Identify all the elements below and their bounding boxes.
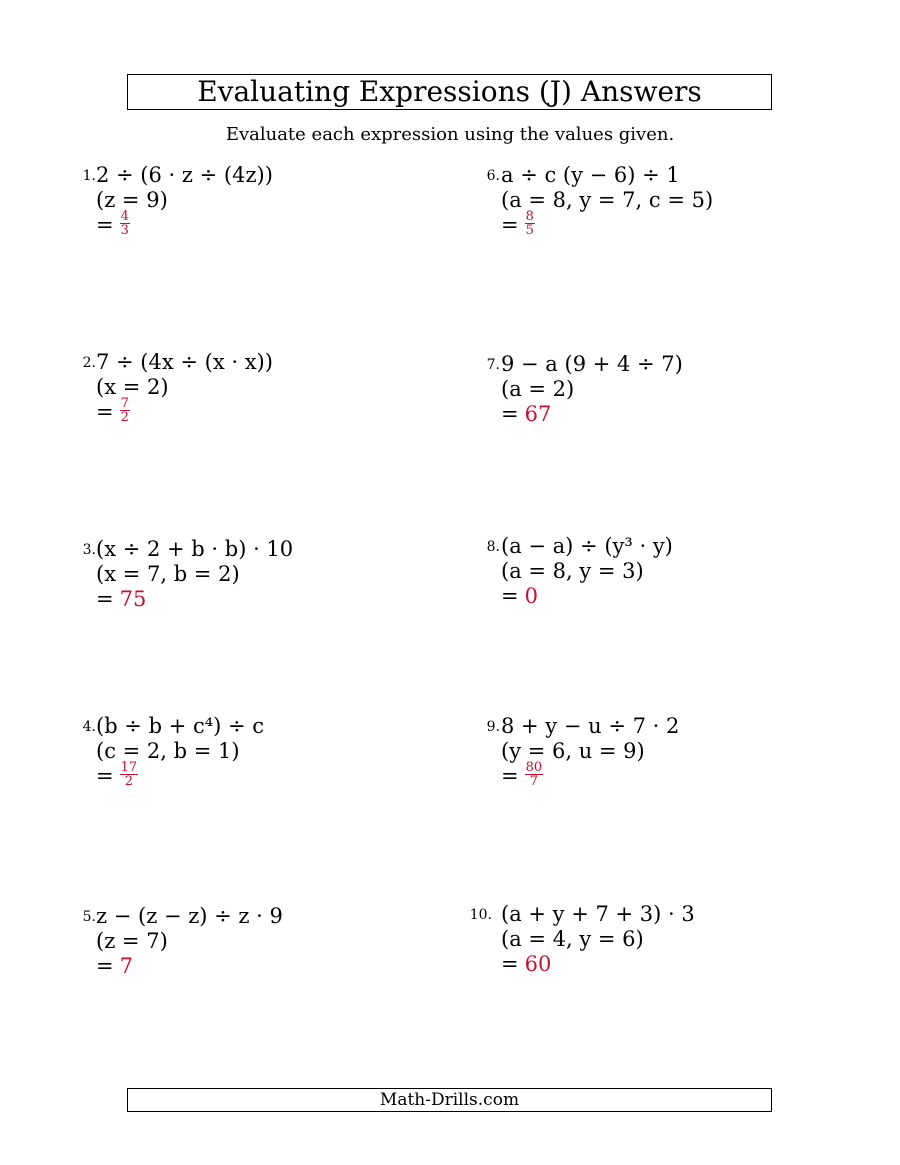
equals-sign: = [501,584,519,608]
answer-fraction [525,210,535,237]
problem-expression: a ÷ c (y − 6) ÷ 1 [501,163,680,187]
answer-fraction [120,397,130,424]
answer-denominator: 3 [120,222,129,238]
problem-number: 5. [82,909,96,925]
problem-expression: 9 − a (9 + 4 ÷ 7) [501,352,683,376]
problem-number: 4. [82,719,96,735]
problem-values: (z = 9) [96,188,168,212]
problem-number: 2. [82,355,96,371]
equals-sign: = [96,587,114,611]
equals-sign: = [501,764,519,788]
problem-expression: 8 + y − u ÷ 7 · 2 [501,714,680,738]
answer-fraction [120,761,139,788]
answer-value: 0 [524,584,538,608]
footer-site-name: Math-Drills.com [127,1088,772,1112]
problem-values: (a = 8, y = 7, c = 5) [501,188,714,212]
answer-fraction [120,210,130,237]
answer-fraction [525,761,544,788]
problem-number: 3. [82,542,96,558]
equals-sign: = [501,213,519,237]
problem-number: 10. [469,907,492,923]
problem-answer [96,759,138,789]
answer-denominator: 2 [120,409,129,425]
problem-expression: (a + y + 7 + 3) · 3 [501,902,695,926]
problem-number: 1. [82,168,96,184]
problem-answer [501,402,551,426]
problem-expression: (b ÷ b + c⁴) ÷ c [96,714,265,738]
problem-values: (c = 2, b = 1) [96,739,240,763]
problem-number: 6. [486,168,500,184]
problem-expression: 2 ÷ (6 · z ÷ (4z)) [96,163,273,187]
problem-values: (a = 4, y = 6) [501,927,644,951]
worksheet-title: Evaluating Expressions (J) Answers [127,74,772,110]
answer-denominator: 5 [525,222,534,238]
problem-number: 9. [486,719,500,735]
equals-sign: = [96,400,114,424]
problem-answer [96,208,130,238]
problem-values: (z = 7) [96,929,168,953]
problem-values: (x = 2) [96,375,169,399]
problem-answer [501,208,535,238]
problem-expression: (a − a) ÷ (y³ · y) [501,534,673,558]
answer-value: 60 [524,952,552,976]
equals-sign: = [96,954,114,978]
problem-values: (x = 7, b = 2) [96,562,240,586]
answer-numerator: 4 [120,208,129,224]
problem-answer [501,584,538,608]
problem-answer [96,587,146,611]
problem-answer [96,395,130,425]
equals-sign: = [96,213,114,237]
problem-number: 7. [486,357,500,373]
equals-sign: = [501,402,519,426]
problem-answer [96,954,133,978]
instructions: Evaluate each expression using the values given. [225,124,675,145]
problem-values: (a = 2) [501,377,575,401]
answer-numerator: 17 [120,759,138,775]
answer-value: 75 [119,587,147,611]
answer-value: 7 [119,954,133,978]
answer-denominator: 7 [529,773,539,789]
answer-numerator: 8 [525,208,534,224]
answer-numerator: 7 [120,395,129,411]
problem-answer [501,952,551,976]
answer-numerator: 80 [525,759,543,775]
problem-expression: 7 ÷ (4x ÷ (x · x)) [96,350,273,374]
problem-number: 8. [486,539,500,555]
equals-sign: = [501,952,519,976]
problem-expression: (x ÷ 2 + b · b) · 10 [96,537,294,561]
equals-sign: = [96,764,114,788]
answer-denominator: 2 [124,773,134,789]
problem-values: (y = 6, u = 9) [501,739,645,763]
problem-answer [501,759,543,789]
problem-values: (a = 8, y = 3) [501,559,644,583]
answer-value: 67 [524,402,552,426]
problem-expression: z − (z − z) ÷ z · 9 [96,904,283,928]
